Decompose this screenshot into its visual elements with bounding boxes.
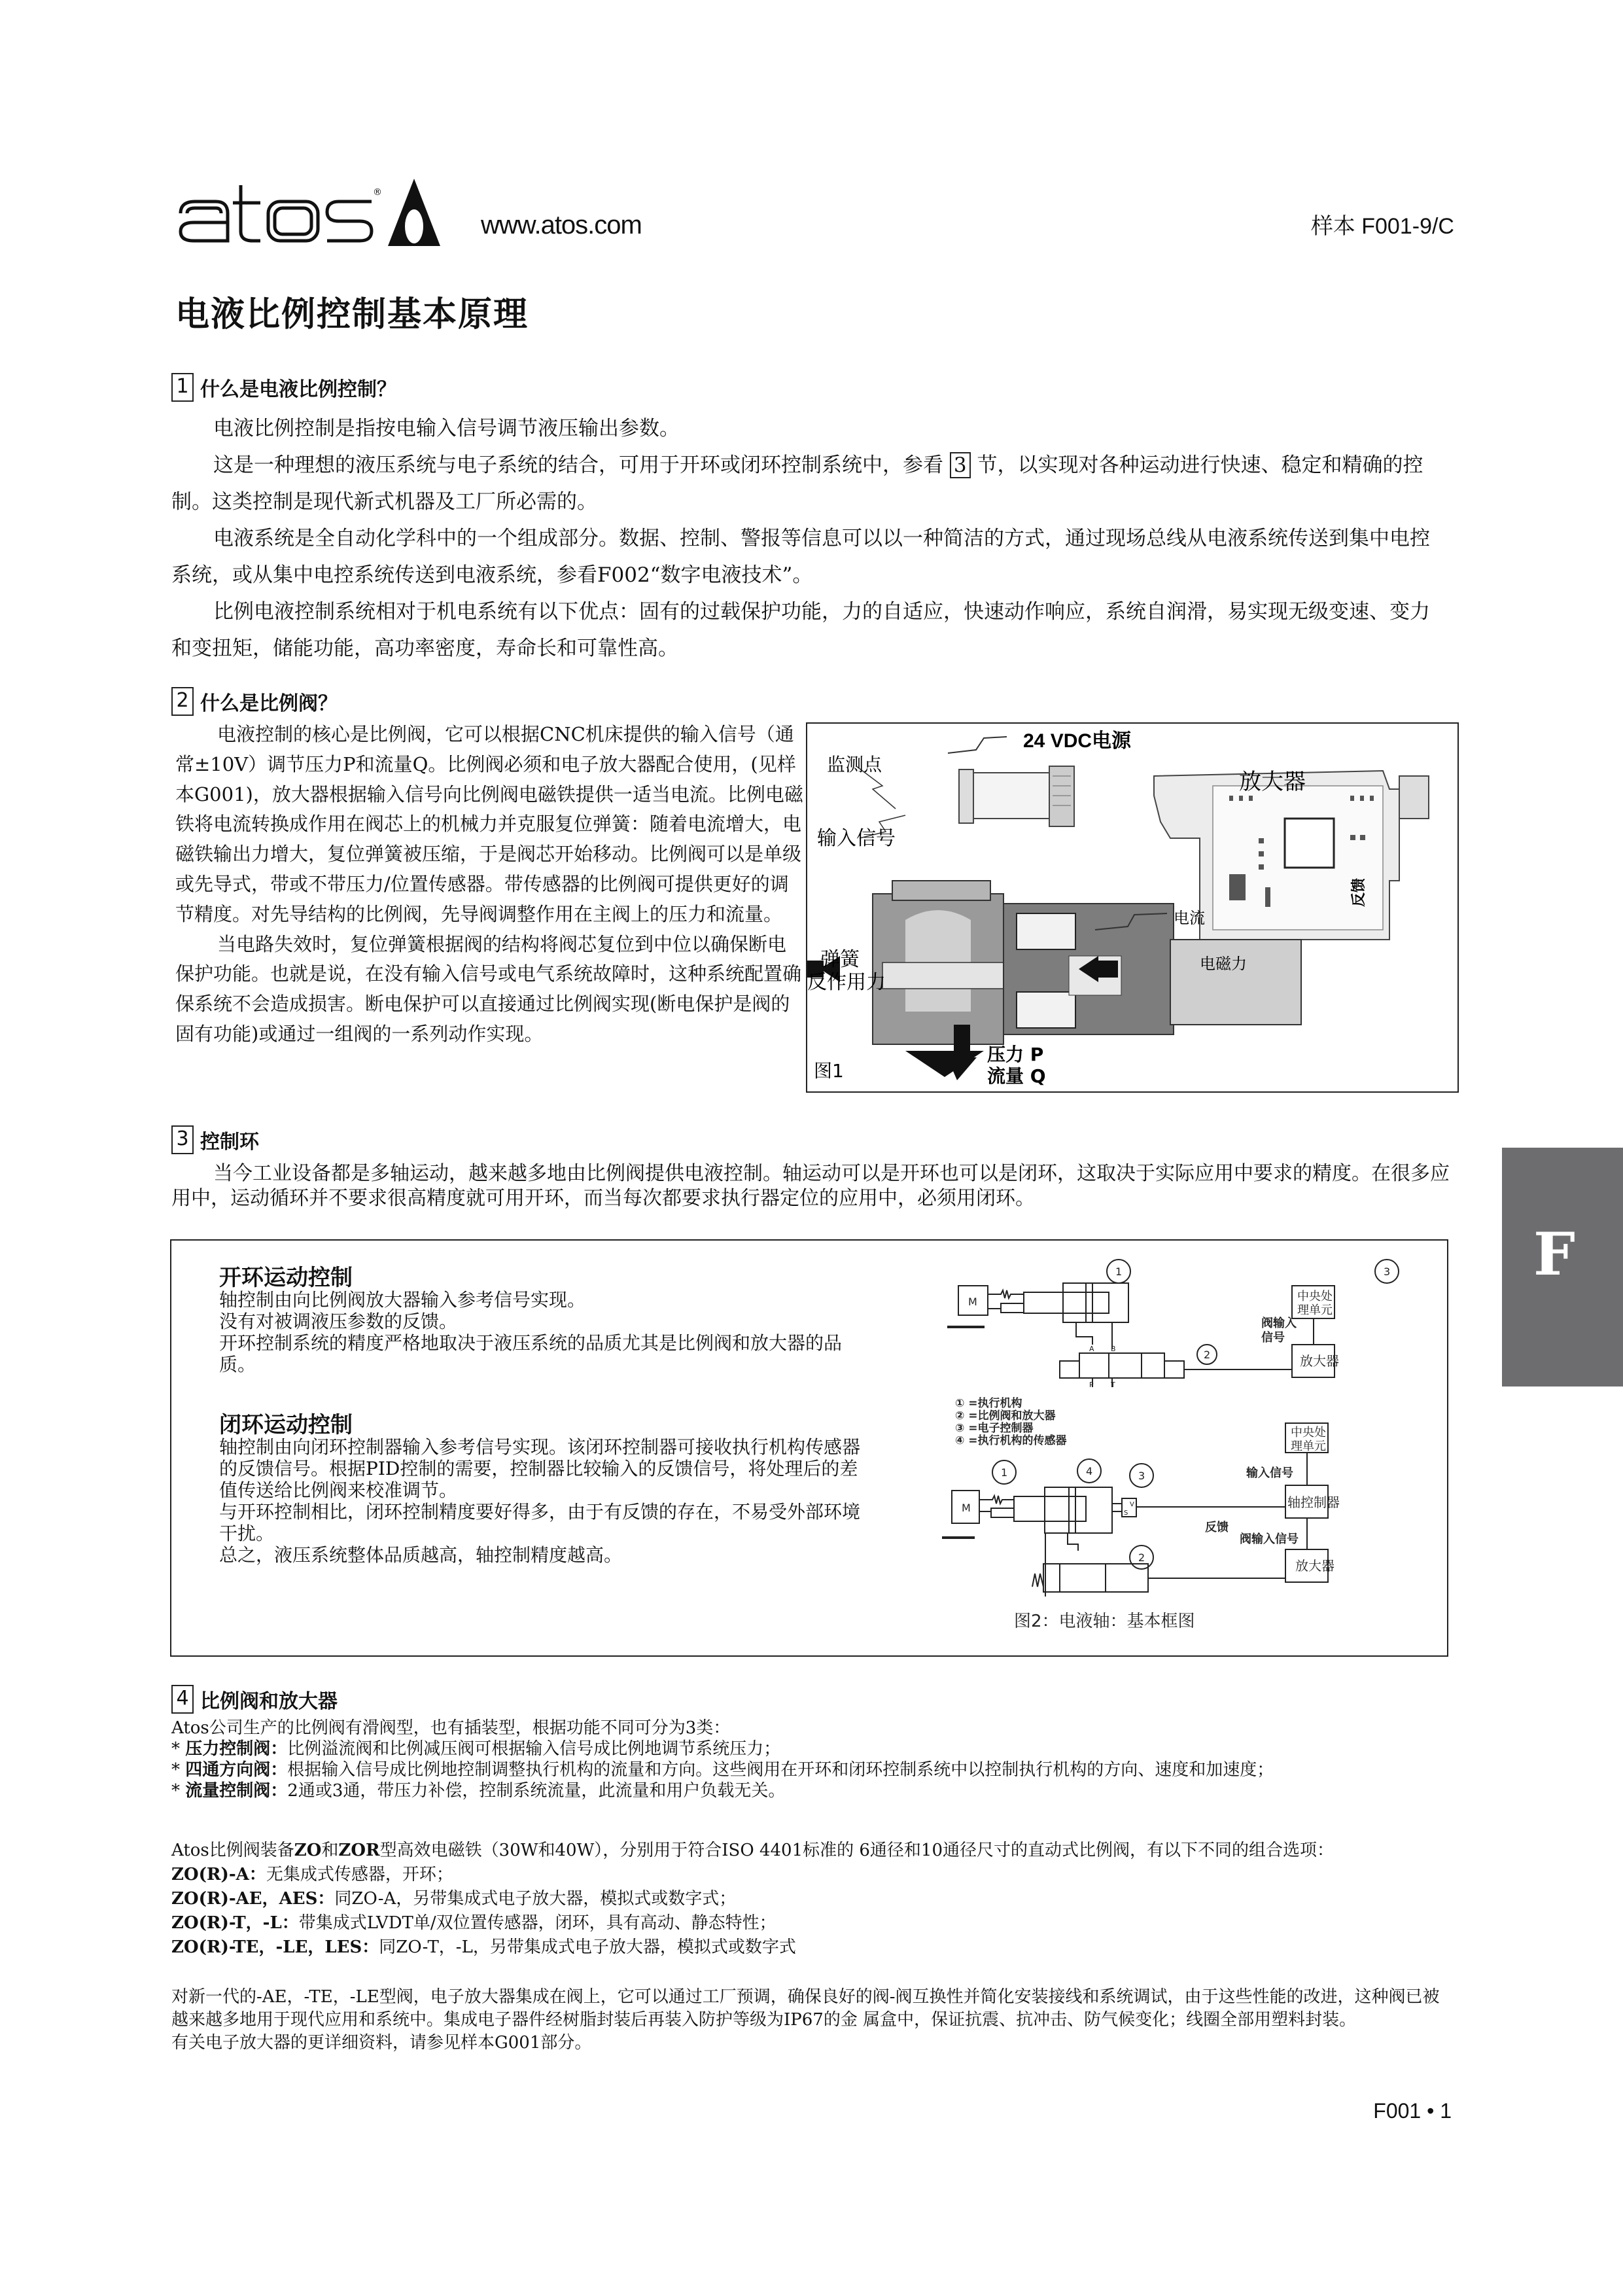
option-code: ZO(R)-A： (171, 1865, 266, 1884)
feedback-label: 反馈 (1205, 1521, 1229, 1534)
catalog-reference: 样本 F001-9/C (1310, 214, 1454, 239)
marker-3: 3 (1384, 1265, 1391, 1278)
option-text: 无集成式传感器，开环； (266, 1865, 453, 1884)
chapter-side-tab[interactable] (1502, 1148, 1623, 1386)
paragraph: 对新一代的-AE，-TE，-LE型阀，电子放大器集成在阀上，它可以通过工厂预调，确保良好的阀-阀互换性并简化安装接线和系统调试，由于这些性能的改进，这种阀已被越来越多地用于现代应用和系统中。集成电子器件经树脂封装后再装入防护等级为IP67的金 属盒中，保证抗震、抗冲击、防气候变化；线圈全部用塑料封装。 (171, 1987, 1440, 2030)
paragraph: 电液比例控制是指按电输入信号调节液压输出参数。 (213, 417, 680, 440)
marker-2: 2 (1204, 1349, 1211, 1361)
code: ZO (294, 1841, 322, 1860)
svg-text:®: ® (373, 187, 382, 198)
legend-item: ① =执行机构 (955, 1397, 1022, 1410)
marker-3: 3 (1138, 1470, 1145, 1482)
paragraph: 电液控制的核心是比例阀，它可以根据CNC机床提供的输入信号（通常±10V）调节压力P和流量Q。比例阀必须和电子放大器配合使用，(见样本G001)，放大器根据输入信号向比例阀电磁铁提供一适当电流。比例电磁铁将电流转换成作用在阀芯上的机械力并克服复位弹簧：随着电流增大，电磁铁输出力增大，复位弹簧被压缩，于是阀芯开始移动。比例阀可以是单级或先导式，带或不带压力/位置传感器。带传感器的比例阀可提供更好的调节精度。对先导结构的比例阀，先导阀调整作用在主阀上的压力和流量。 (175, 723, 803, 925)
connector-plug-icon (959, 766, 1074, 826)
power-label: 24 VDC电源 (1023, 730, 1132, 752)
text-line: 开环控制系统的精度严格地取决于液压系统的品质尤其是比例阀和放大器的品质。 (219, 1332, 843, 1375)
axis-controller-label: 轴控制器 (1287, 1494, 1340, 1510)
feedback-label: 反馈 (1351, 877, 1367, 907)
paragraph: 有关电子放大器的更详细资料，请参见样本G001部分。 (171, 2033, 592, 2053)
option-item (171, 1935, 1454, 1960)
valve-type-item: * 流量控制阀：2通或3通，带压力补偿，控制系统流量，此流量和用户负载无关。 (171, 1781, 786, 1801)
paragraph-text: 节，以实现对各种运动进行快速、稳定和精确的控制。这类控制是现代新式机器及工厂所必需的。 (171, 453, 1423, 514)
section-2-body (175, 720, 805, 1050)
section-3-heading (171, 1125, 259, 1154)
valve-type-label: 压力控制阀： (185, 1739, 288, 1759)
option-code: ZO(R)-AE，AES： (171, 1889, 335, 1909)
cpu-label: 中央处 (1291, 1426, 1326, 1439)
valve-illustration (807, 724, 1457, 1091)
marker-1: 1 (1115, 1265, 1123, 1278)
pressure-label: 压力 P (987, 1044, 1044, 1065)
option-code: ZO(R)-T，-L： (171, 1913, 299, 1933)
legend-item: ③ =电子控制器 (955, 1422, 1034, 1435)
port-t: T (1111, 1381, 1115, 1389)
valve-type-label: 四通方向阀： (185, 1760, 288, 1780)
section-title: 什么是比例阀？ (200, 692, 338, 715)
port-a: A (1089, 1345, 1094, 1353)
section-2-heading (171, 687, 338, 716)
port-b: B (1111, 1345, 1116, 1353)
section-number: 4 (171, 1685, 194, 1714)
option-code: ZO(R)-TE，-LE，LES： (171, 1937, 379, 1957)
valve-type-item: * 压力控制阀：比例溢流阀和比例减压阀可根据输入信号成比例地调节系统压力； (171, 1739, 781, 1759)
section-title: 控制环 (200, 1131, 259, 1154)
section-1-heading (171, 373, 1440, 402)
option-text: 同ZO-A，另带集成式电子放大器，模拟式或数字式； (334, 1889, 737, 1909)
motor-label: M (962, 1502, 971, 1514)
atos-logo (175, 175, 463, 247)
sensor-v: V (1130, 1501, 1134, 1508)
input-signal-label: 输入信号 (1246, 1466, 1293, 1480)
valve-input-label: 信号 (1261, 1331, 1285, 1345)
amplifier-label: 放大器 (1295, 1558, 1335, 1574)
valve-type-label: 流量控制阀： (185, 1781, 288, 1801)
option-item (171, 1911, 1454, 1935)
paragraph: 当今工业设备都是多轴运动，越来越多地由比例阀提供电液控制。轴运动可以是开环也可以是闭环，这取决于实际应用中要求的精度。在很多应用中，运动循环并不要求很高精度就可用开环，而当每次都要求执行器定位的应用中，必须用闭环。 (171, 1162, 1450, 1210)
option-text: 同ZO-T，-L，另带集成式电子放大器，模拟式或数字式 (379, 1937, 796, 1957)
magnet-force-label: 电磁力 (1200, 955, 1247, 973)
amplifier-label: 放大器 (1300, 1353, 1339, 1369)
code: ZOR (338, 1841, 380, 1860)
valve-input-label: 阀输入信号 (1240, 1532, 1299, 1546)
paragraph: 电液系统是全自动化学科中的一个组成部分。数据、控制、警报等信息可以以一种简洁的方式，通过现场总线从电液系统传送到集中电控系统，或从集中电控系统传送到电液系统，参看F002“数字电液技术”。 (171, 527, 1430, 587)
section-4-heading (171, 1685, 338, 1714)
marker-4: 4 (1086, 1465, 1093, 1477)
chapter-letter: F (1533, 1220, 1575, 1289)
text: Atos比例阀装备 (171, 1841, 294, 1860)
open-loop-title: 开环运动控制 (219, 1265, 353, 1291)
figure-caption: 图2：电液轴：基本框图 (1014, 1612, 1195, 1631)
intro-text: Atos公司生产的比例阀有滑阀型，也有插装型，根据功能不同可分为3类： (171, 1718, 731, 1738)
option-item (171, 1863, 1454, 1887)
solenoid-intro (171, 1839, 1454, 1863)
text-line: 轴控制由向闭环控制器输入参考信号实现。该闭环控制器可接收执行机构传感器的反馈信号。根据PID控制的需要，控制器比较输入的反馈信号，将处理后的差值传送给比例阀来校准调节。 (219, 1436, 861, 1501)
option-text: 带集成式LVDT单/双位置传感器，闭环，具有高动、静态特性； (298, 1913, 777, 1933)
monitor-point-label: 监测点 (827, 754, 882, 775)
sensor-s: S (1124, 1510, 1128, 1517)
open-loop-body (219, 1289, 860, 1375)
cpu-label: 理单元 (1291, 1439, 1326, 1453)
legend-item: ④ =执行机构的传感器 (955, 1434, 1067, 1447)
paragraph (171, 447, 1440, 520)
closed-loop-title: 闭环运动控制 (219, 1412, 353, 1438)
marker-1: 1 (1001, 1466, 1008, 1479)
section-title: 什么是电液比例控制？ (200, 378, 396, 401)
paragraph-text: 这是一种理想的液压系统与电子系统的结合，可用于开环或闭环控制系统中，参看 (213, 453, 943, 477)
section-number: 2 (171, 687, 194, 716)
text-line: 轴控制由向比例阀放大器输入参考信号实现。 (219, 1289, 586, 1311)
section-number: 1 (171, 373, 194, 402)
section-4-body (171, 1718, 1454, 1801)
figure-1-valve-cutaway (806, 722, 1459, 1093)
paragraph: 当电路失效时，复位弹簧根据阀的结构将阀芯复位到中位以确保断电保护功能。也就是说，在没有输入信号或电气系统故障时，这种系统配置确保系统不会造成损害。断电保护可以直接通过比例阀实现(断电保护是阀的固有功能)或通过一组阀的一系列动作实现。 (175, 932, 802, 1045)
section-number: 3 (171, 1125, 194, 1154)
flow-label: 流量 Q (987, 1065, 1046, 1087)
solenoid-options (171, 1839, 1454, 1960)
amplifier-label: 放大器 (1239, 769, 1306, 795)
section-4-tail (171, 1986, 1454, 2055)
legend-item: ② =比例阀和放大器 (955, 1409, 1056, 1422)
valve-input-label: 阀输入 (1261, 1316, 1297, 1330)
spring-reaction-label: 反作用力 (807, 971, 886, 994)
section-ref-box[interactable]: 3 (950, 452, 971, 478)
valve-type-text: 根据输入信号成比例地控制调整执行机构的流量和方向。这些阀用在开环和闭环控制系统中以控制执行机构的方向、速度和加速度； (287, 1760, 1274, 1780)
valve-type-text: 比例溢流阀和比例减压阀可根据输入信号成比例地调节系统压力； (287, 1739, 781, 1759)
section-1-body (171, 410, 1440, 667)
page-number: F001 • 1 (1373, 2099, 1452, 2123)
text-line: 与开环控制相比，闭环控制精度要好得多，由于有反馈的存在，不易受外部环境干扰。 (219, 1501, 861, 1544)
current-label: 电流 (1174, 909, 1205, 927)
block-diagram (929, 1243, 1446, 1649)
section-3-body (171, 1161, 1454, 1211)
section-title: 比例阀和放大器 (200, 1690, 338, 1713)
text-line: 总之，液压系统整体品质越高，轴控制精度越高。 (219, 1544, 623, 1566)
text-line: 没有对被调液压参数的反馈。 (219, 1311, 458, 1332)
figure-caption: 图1 (814, 1060, 844, 1082)
figure-2-block-diagram (929, 1243, 1446, 1649)
paragraph: 比例电液控制系统相对于机电系统有以下优点：固有的过载保护功能，力的自适应，快速动作响应，系统自润滑，易实现无级变速、变力和变扭矩，储能功能，高功率密度，寿命长和可靠性高。 (171, 600, 1430, 660)
page-title: 电液比例控制基本原理 (175, 295, 529, 334)
option-item (171, 1887, 1454, 1911)
input-signal-label: 输入信号 (817, 827, 896, 850)
valve-type-text: 2通或3通，带压力补偿，控制系统流量，此流量和用户负载无关。 (287, 1781, 786, 1801)
port-p: P (1089, 1381, 1094, 1389)
marker-2: 2 (1138, 1551, 1145, 1564)
cpu-label: 理单元 (1297, 1303, 1333, 1317)
motor-label: M (968, 1296, 977, 1308)
valve-type-item: * 四通方向阀：根据输入信号成比例地控制调整执行机构的流量和方向。这些阀用在开环和闭环控制系统中以控制执行机构的方向、速度和加速度； (171, 1760, 1274, 1780)
cpu-label: 中央处 (1297, 1290, 1333, 1303)
text: 和 (321, 1841, 339, 1860)
spring-label: 弹簧 (820, 948, 860, 971)
text: 型高效电磁铁（30W和40W），分别用于符合ISO 4401标准的 6通径和10通径尺寸的直动式比例阀，有以下不同的组合选项： (379, 1841, 1335, 1860)
website-url[interactable]: www.atos.com (481, 211, 642, 239)
closed-loop-body (219, 1436, 860, 1566)
